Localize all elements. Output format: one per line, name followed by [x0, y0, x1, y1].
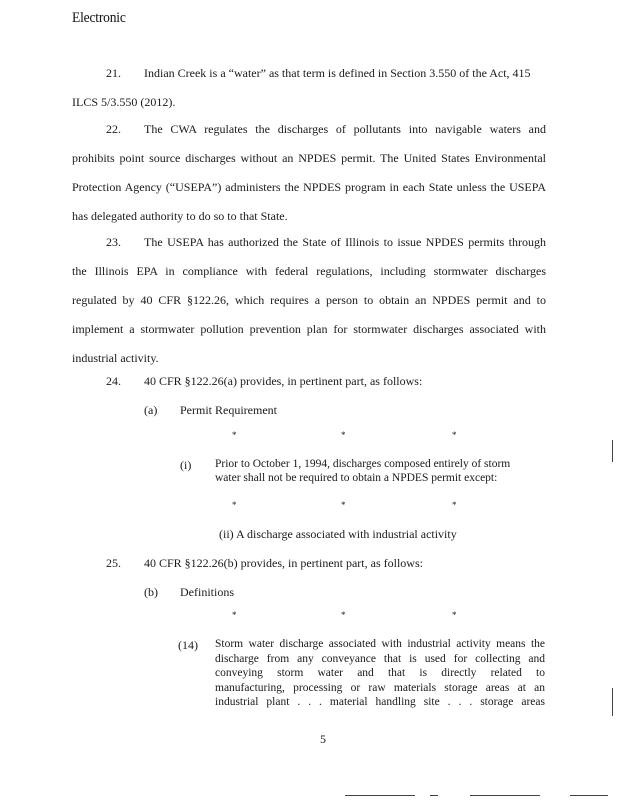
paragraph-number-24: 24.: [106, 374, 121, 388]
scan-artifact: [345, 795, 415, 796]
header-label: Electronic: [72, 10, 126, 26]
quote-line: discharge from any conveyance that is used for collecting and: [215, 652, 545, 665]
quote-a-label: (a): [144, 403, 158, 417]
quote-b-label: (b): [144, 585, 158, 599]
ellipsis-star: *: [452, 500, 457, 510]
quote-line: industrial plant . . . material handling site . . . storage areas: [215, 696, 545, 708]
quote-line: water shall not be required to obtain a NPDES permit except:: [215, 472, 498, 484]
paragraph-25-text: 40 CFR §122.26(b) provides, in pertinent part, as follows:: [144, 556, 423, 570]
ellipsis-star: *: [452, 610, 457, 620]
quote-line: Storm water discharge associated with industrial activity means the: [215, 638, 545, 650]
ellipsis-star: *: [232, 500, 237, 510]
paragraph-line: Indian Creek is a “water” as that term is defined in Section 3.550 of the Act, 415: [144, 66, 531, 80]
quote-line: manufacturing, processing or raw materials storage areas at an: [215, 681, 545, 694]
quote-a-heading: Permit Requirement: [180, 403, 277, 417]
scan-artifact: [470, 795, 540, 796]
paragraph-line: has delegated authority to do so to that State.: [72, 209, 288, 223]
paragraph-number-25: 25.: [106, 556, 121, 570]
quote-a-sub-label: (i): [180, 458, 192, 472]
ellipsis-star: *: [232, 430, 237, 440]
ellipsis-star: *: [341, 430, 346, 440]
scan-artifact: [612, 688, 613, 716]
paragraph-number-23: 23.: [106, 235, 121, 249]
ellipsis-star: *: [232, 610, 237, 620]
scan-artifact: [570, 795, 608, 796]
quote-b-sub-label: (14): [178, 638, 198, 652]
paragraph-line: industrial activity.: [72, 351, 159, 365]
ellipsis-star: *: [341, 500, 346, 510]
quote-line: Prior to October 1, 1994, discharges composed entirely of storm: [215, 458, 511, 470]
paragraph-line: ILCS 5/3.550 (2012).: [72, 95, 176, 109]
paragraph-line: the Illinois EPA in compliance with federal regulations, including stormwater discharges: [72, 264, 546, 278]
scan-artifact: [612, 440, 613, 462]
quote-line: conveying storm water and that is directly related to: [215, 667, 545, 679]
paragraph-number-21: 21.: [106, 66, 121, 80]
quote-b-heading: Definitions: [180, 585, 234, 599]
page-number: 5: [320, 732, 326, 746]
paragraph-line: The USEPA has authorized the State of Illinois to issue NPDES permits through: [144, 235, 546, 249]
ellipsis-star: *: [452, 430, 457, 440]
paragraph-line: Protection Agency (“USEPA”) administers the NPDES program in each State unless the USEPA: [72, 180, 546, 194]
paragraph-line: The CWA regulates the discharges of pollutants into navigable waters and: [144, 122, 546, 136]
paragraph-number-22: 22.: [106, 122, 121, 136]
paragraph-line: prohibits point source discharges without an NPDES permit. The United States Environmental: [72, 151, 546, 165]
paragraph-line: implement a stormwater pollution prevention plan for stormwater discharges associated with: [72, 322, 546, 336]
ellipsis-star: *: [341, 610, 346, 620]
paragraph-24-text: 40 CFR §122.26(a) provides, in pertinent part, as follows:: [144, 374, 423, 388]
paragraph-line: regulated by 40 CFR §122.26, which requires a person to obtain an NPDES permit and to: [72, 293, 546, 307]
quote-a-item-ii: (ii) A discharge associated with industrial activity: [219, 527, 457, 541]
scan-artifact: [430, 795, 438, 796]
